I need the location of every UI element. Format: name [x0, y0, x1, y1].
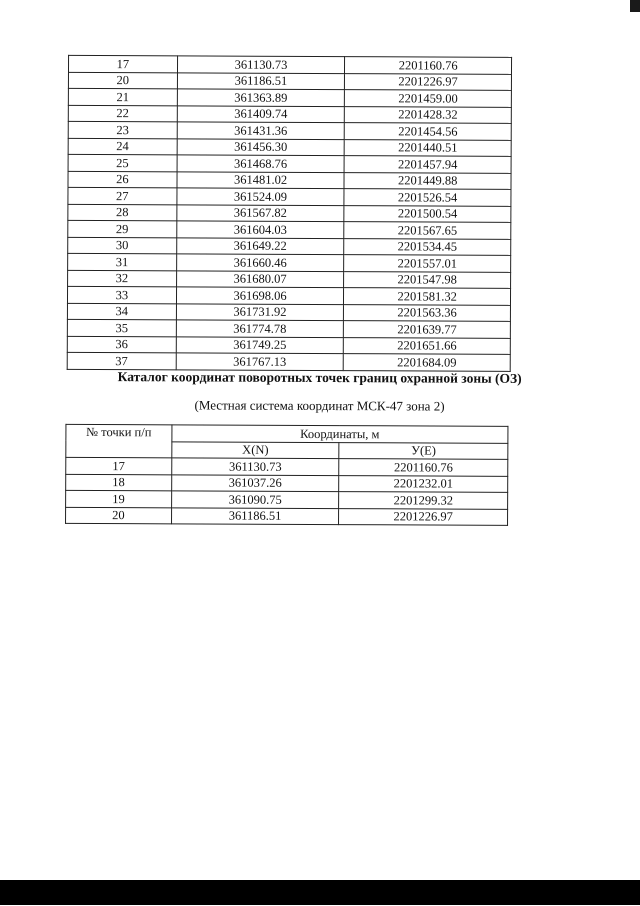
table-row — [67, 286, 510, 304]
x-coordinate-cell: 361186.51 — [171, 507, 339, 524]
table-row — [68, 121, 511, 139]
x-coordinate-cell: 361524.09 — [177, 188, 345, 205]
point-number-cell: 36 — [67, 336, 176, 353]
x-coordinate-cell: 361363.89 — [177, 89, 345, 106]
point-number-cell: 32 — [68, 270, 177, 287]
point-number-cell: 37 — [67, 352, 176, 369]
table-row — [67, 303, 510, 321]
scan-artifact-bar — [0, 880, 640, 905]
y-coordinate-cell: 2201534.45 — [344, 238, 511, 255]
table-row — [68, 88, 511, 106]
x-coordinate-cell: 361749.25 — [176, 336, 344, 353]
y-coordinate-cell: 2201440.51 — [344, 139, 511, 156]
table-row — [68, 204, 511, 222]
x-coordinate-cell: 361567.82 — [177, 204, 345, 221]
table-row — [66, 507, 508, 525]
scan-artifact-corner — [630, 0, 640, 12]
point-number-cell: 29 — [68, 220, 177, 237]
y-coordinate-cell: 2201457.94 — [344, 156, 511, 173]
point-number-cell: 22 — [68, 105, 177, 122]
table-row — [68, 253, 511, 271]
y-coordinate-cell: 2201226.97 — [339, 508, 508, 525]
table-row — [68, 72, 511, 90]
y-coordinate-cell: 2201581.32 — [344, 288, 511, 305]
point-number-cell: 28 — [68, 204, 177, 221]
point-number-cell: 20 — [68, 72, 177, 89]
x-coordinate-cell: 361698.06 — [176, 287, 344, 304]
x-coordinate-cell: 361037.26 — [171, 474, 339, 491]
y-coordinate-cell: 2201449.88 — [344, 172, 511, 189]
y-coordinate-cell: 2201459.00 — [345, 90, 512, 107]
x-coordinate-cell: 361186.51 — [177, 72, 345, 89]
x-coordinate-cell: 361130.73 — [171, 458, 339, 475]
point-number-cell: 17 — [68, 55, 177, 72]
coordinates-table-continued — [67, 55, 512, 371]
table-header-row — [66, 424, 508, 442]
point-number-cell: 25 — [68, 154, 177, 171]
y-coordinate-cell: 2201547.98 — [344, 271, 511, 288]
y-coordinate-cell: 2201639.77 — [344, 321, 511, 338]
x-coordinate-cell: 361660.46 — [176, 254, 344, 271]
table-row — [68, 171, 511, 189]
x-coordinate-cell: 361431.36 — [177, 122, 345, 139]
header-coordinates: Координаты, м — [172, 425, 508, 443]
coordinates-table-body — [67, 55, 511, 370]
table-row — [68, 220, 511, 238]
point-number-cell: 31 — [68, 253, 177, 270]
table-row — [66, 457, 508, 475]
table-row — [68, 270, 511, 288]
section-title: Каталог координат поворотных точек границ охранной зоны (ОЗ) — [117, 369, 522, 386]
y-coordinate-cell: 2201526.54 — [344, 189, 511, 206]
y-coordinate-cell: 2201226.97 — [345, 73, 512, 90]
point-number-cell: 34 — [67, 303, 176, 320]
header-x: X(N) — [172, 441, 340, 458]
point-number-cell: 23 — [68, 121, 177, 138]
table-row — [68, 237, 511, 255]
table-row — [67, 336, 510, 354]
x-coordinate-cell: 361774.78 — [176, 320, 344, 337]
y-coordinate-cell: 2201160.76 — [339, 459, 508, 476]
point-number-cell: 17 — [66, 457, 172, 474]
point-number-cell: 21 — [68, 88, 177, 105]
point-number-cell: 27 — [68, 187, 177, 204]
x-coordinate-cell: 361456.30 — [177, 138, 345, 155]
x-coordinate-cell: 361090.75 — [171, 491, 339, 508]
header-y: У(E) — [339, 442, 508, 459]
table-row — [67, 319, 510, 337]
table-row — [68, 187, 511, 205]
point-number-cell: 26 — [68, 171, 177, 188]
y-coordinate-cell: 2201232.01 — [339, 475, 508, 492]
x-coordinate-cell: 361731.92 — [176, 303, 344, 320]
y-coordinate-cell: 2201557.01 — [344, 255, 511, 272]
table-row — [68, 55, 511, 73]
x-coordinate-cell: 361409.74 — [177, 105, 345, 122]
y-coordinate-cell: 2201563.36 — [344, 304, 511, 321]
table-row — [68, 105, 511, 123]
table-row — [68, 138, 511, 156]
y-coordinate-cell: 2201500.54 — [344, 205, 511, 222]
table-row — [68, 154, 511, 172]
y-coordinate-cell: 2201160.76 — [345, 57, 512, 74]
coordinate-system-subtitle: (Местная система координат МСК-47 зона 2) — [194, 397, 445, 414]
table-header — [66, 424, 508, 459]
x-coordinate-cell: 361680.07 — [176, 270, 344, 287]
point-number-cell: 30 — [68, 237, 177, 254]
point-number-cell: 18 — [66, 474, 172, 491]
table-row — [66, 474, 508, 492]
x-coordinate-cell: 361468.76 — [177, 155, 345, 172]
point-number-cell: 35 — [67, 319, 176, 336]
point-number-cell: 24 — [68, 138, 177, 155]
y-coordinate-cell: 2201454.56 — [345, 123, 512, 140]
y-coordinate-cell: 2201299.32 — [339, 492, 508, 509]
y-coordinate-cell: 2201428.32 — [345, 106, 512, 123]
point-number-cell: 33 — [67, 286, 176, 303]
table-row — [66, 490, 508, 508]
header-point-number: № точки п/п — [66, 424, 172, 457]
x-coordinate-cell: 361481.02 — [177, 171, 345, 188]
y-coordinate-cell: 2201651.66 — [344, 337, 511, 354]
point-number-cell: 20 — [66, 507, 172, 524]
table-row — [67, 352, 510, 370]
protection-zone-table-body — [66, 457, 508, 525]
point-number-cell: 19 — [66, 490, 172, 507]
y-coordinate-cell: 2201684.09 — [344, 354, 511, 371]
y-coordinate-cell: 2201567.65 — [344, 222, 511, 239]
x-coordinate-cell: 361130.73 — [177, 56, 345, 73]
protection-zone-coordinates-table — [65, 424, 508, 526]
x-coordinate-cell: 361649.22 — [176, 237, 344, 254]
x-coordinate-cell: 361604.03 — [176, 221, 344, 238]
x-coordinate-cell: 361767.13 — [176, 353, 344, 370]
